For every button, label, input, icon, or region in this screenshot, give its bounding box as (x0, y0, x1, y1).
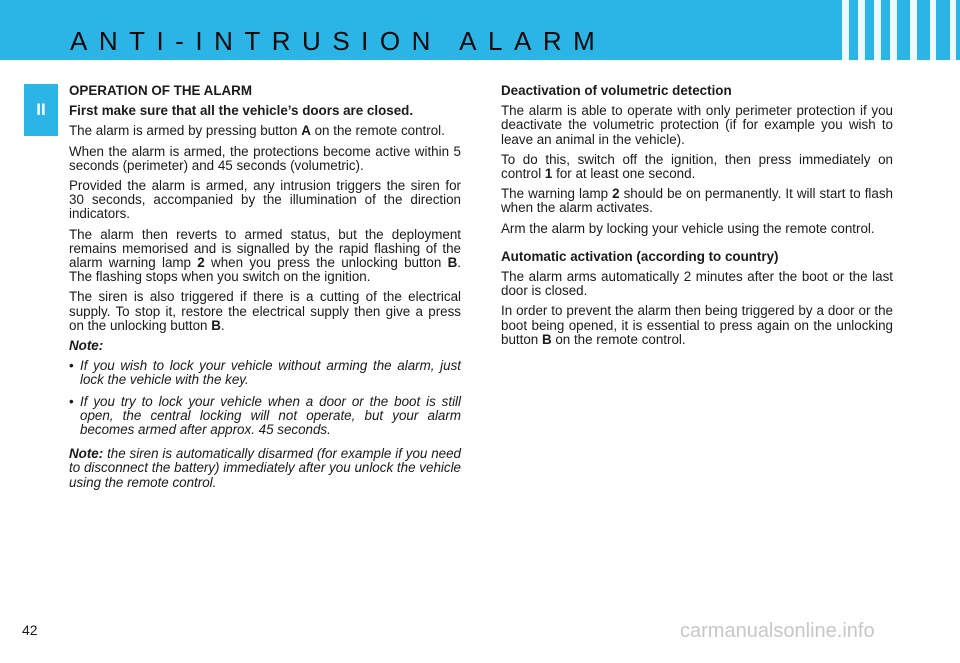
note-item: • If you try to lock your vehicle when a door or the boot is still open, the central locking will not operate, but your alarm becomes armed after approx. 45 seconds. (69, 395, 461, 438)
paragraph-electrical-cut: The siren is also triggered if there is a cutting of the electrical supply. To stop it, restore the electrical supply then give a press on the unlocking button B. (69, 289, 461, 333)
paragraph-intrusion: Provided the alarm is armed, any intrusion triggers the siren for 30 seconds, accompanied by the illumination of the direction indicators. (69, 178, 461, 222)
paragraph-armed-status: The alarm then reverts to armed status, but the deployment remains memorised and is signalled by the rapid flashing of the alarm warning lamp 2 when you press the unlocking button B. The flashing stops when you switch on the ignition. (69, 226, 462, 285)
page-header-band (0, 0, 960, 60)
watermark: carmanualsonline.info (680, 620, 875, 642)
paragraph-perimeter-only: The alarm is able to operate with only perimeter protection if you deactivate the volumetric protection (if for example you wish to leave an animal in the vehicle). (501, 103, 893, 147)
paragraph-prevent-trigger: In order to prevent the alarm then being triggered by a door or the boot being opened, it is essential to press again on the unlocking button B on the remote control. (501, 303, 893, 347)
page-title: ANTI-INTRUSION ALARM (70, 26, 607, 56)
paragraph-auto-arm: The alarm arms automatically 2 minutes after the boot or the last door is closed. (501, 269, 893, 299)
heading-volumetric-deactivation: Deactivation of volumetric detection (501, 83, 732, 98)
final-note: Note: the siren is automatically disarmed (for example if you need to disconnect the battery) immediately after you unlock the vehicle using the remote control. (69, 446, 461, 490)
paragraph-arming: The alarm is armed by pressing button A on the remote control. (69, 123, 445, 139)
heading-automatic-activation: Automatic activation (according to country) (501, 248, 779, 264)
subheading-doors-closed: First make sure that all the vehicle’s doors are closed. (69, 103, 414, 119)
paragraph-warning-lamp: The warning lamp 2 should be on permanently. It will start to flash when the alarm activates. (501, 186, 894, 216)
left-column (69, 84, 461, 496)
page-number: 42 (22, 622, 38, 638)
paragraph-arm-by-locking: Arm the alarm by locking your vehicle using the remote control. (501, 220, 875, 236)
paragraph-protections: When the alarm is armed, the protections become active within 5 seconds (perimeter) and 45 seconds (volumetric). (69, 143, 461, 173)
note-list (69, 359, 461, 437)
chapter-tab: II (24, 84, 58, 136)
paragraph-press-control: To do this, switch off the ignition, then press immediately on control 1 for at least one second. (501, 151, 893, 182)
header-stripes-decoration (828, 0, 960, 60)
section-heading-operation: OPERATION OF THE ALARM (69, 83, 252, 98)
note-label: Note: (69, 338, 104, 354)
right-column (501, 84, 893, 353)
note-item: • If you wish to lock your vehicle without arming the alarm, just lock the vehicle with the key. (69, 359, 461, 387)
